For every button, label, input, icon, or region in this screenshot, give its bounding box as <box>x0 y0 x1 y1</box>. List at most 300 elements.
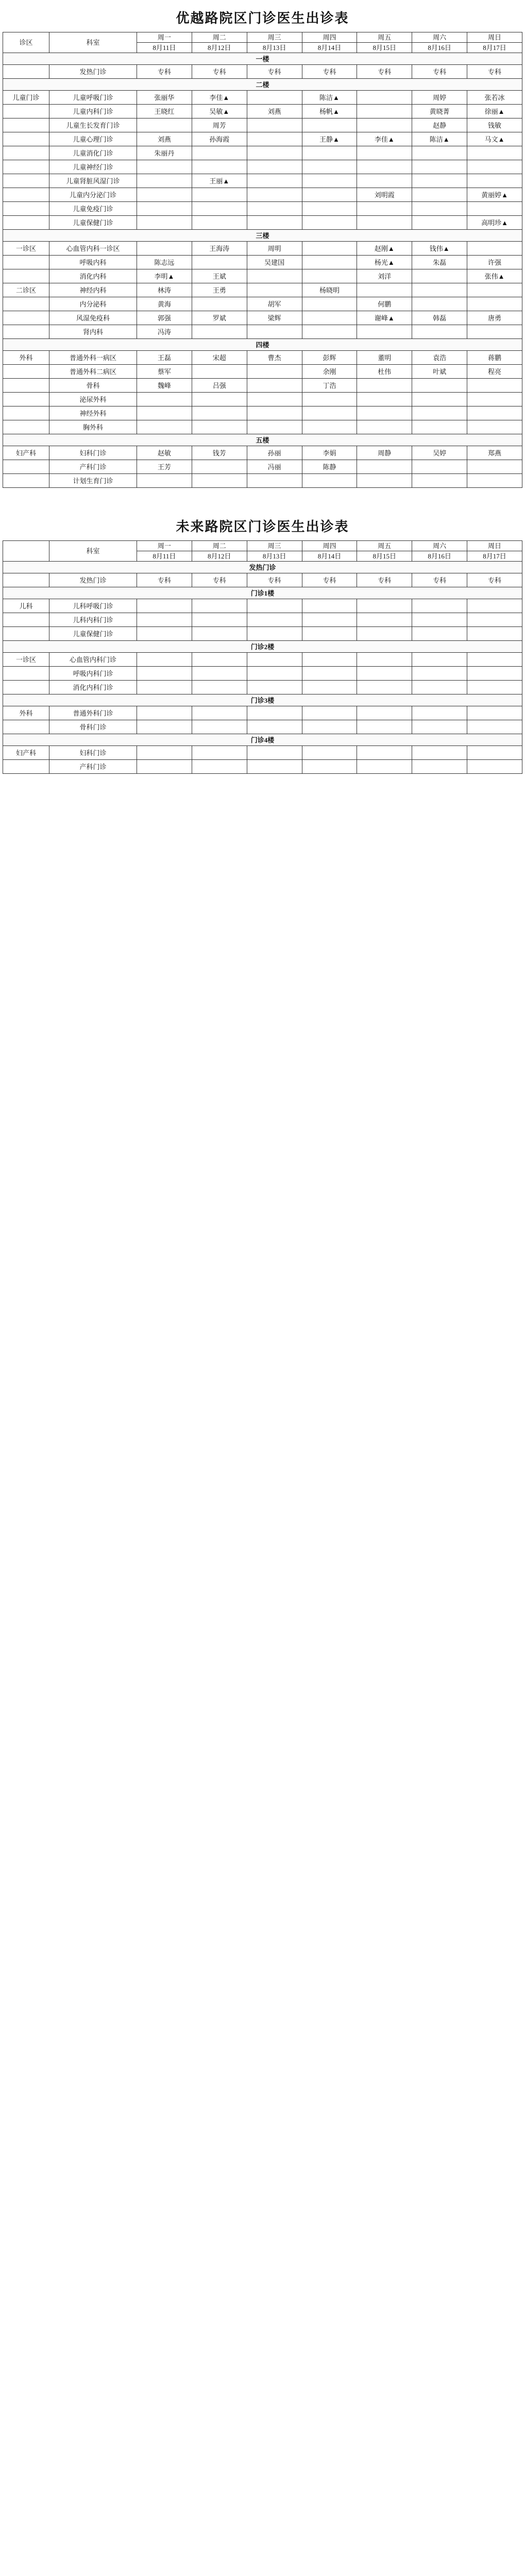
doctor-cell <box>467 653 522 667</box>
doctor-cell <box>247 720 302 734</box>
header-date: 8月14日 <box>302 551 357 562</box>
header-date: 8月15日 <box>357 43 412 53</box>
doctor-cell <box>357 681 412 694</box>
doctor-cell: 专科 <box>412 65 467 79</box>
table-row <box>3 681 522 694</box>
doctor-cell: 董明 <box>357 351 412 365</box>
location-cell <box>3 325 49 339</box>
location-cell <box>3 720 49 734</box>
department-cell: 儿童生长发育门诊 <box>49 118 137 132</box>
doctor-cell <box>192 681 247 694</box>
section-title: 二楼 <box>3 79 522 91</box>
doctor-cell <box>412 667 467 681</box>
doctor-cell: 王芳 <box>137 460 192 474</box>
doctor-cell <box>192 653 247 667</box>
doctor-cell <box>302 746 357 760</box>
doctor-cell <box>247 174 302 188</box>
doctor-cell <box>137 202 192 216</box>
doctor-cell <box>137 420 192 434</box>
location-cell: 儿科 <box>3 599 49 613</box>
doctor-cell <box>412 406 467 420</box>
doctor-cell: 冯涛 <box>137 325 192 339</box>
doctor-cell <box>192 627 247 641</box>
header-day: 周一 <box>137 32 192 43</box>
doctor-cell <box>412 653 467 667</box>
doctor-cell: 王勇 <box>192 283 247 297</box>
doctor-cell: 王磊 <box>137 351 192 365</box>
doctor-cell: 李佳▲ <box>357 132 412 146</box>
doctor-cell <box>302 202 357 216</box>
doctor-cell: 许强 <box>467 256 522 269</box>
doctor-cell <box>467 325 522 339</box>
doctor-cell <box>302 118 357 132</box>
doctor-cell: 杨光▲ <box>357 256 412 269</box>
header-date: 8月16日 <box>412 551 467 562</box>
doctor-cell <box>192 420 247 434</box>
location-cell: 外科 <box>3 706 49 720</box>
doctor-cell <box>412 202 467 216</box>
doctor-cell <box>412 420 467 434</box>
doctor-cell <box>192 460 247 474</box>
doctor-cell: 叶斌 <box>412 365 467 379</box>
doctor-cell <box>412 269 467 283</box>
doctor-cell <box>302 393 357 406</box>
table-row <box>3 269 522 283</box>
doctor-cell <box>412 160 467 174</box>
department-cell: 儿童保健门诊 <box>49 216 137 230</box>
doctor-cell: 胡军 <box>247 297 302 311</box>
doctor-cell: 专科 <box>192 65 247 79</box>
location-cell <box>3 174 49 188</box>
doctor-cell: 周静 <box>357 446 412 460</box>
doctor-cell <box>137 474 192 488</box>
doctor-cell <box>247 118 302 132</box>
doctor-cell <box>357 599 412 613</box>
doctor-cell: 谢峰▲ <box>357 311 412 325</box>
doctor-cell <box>467 242 522 256</box>
doctor-cell <box>412 760 467 774</box>
doctor-cell <box>357 420 412 434</box>
doctor-cell: 唐勇 <box>467 311 522 325</box>
doctor-cell: 宋超 <box>192 351 247 365</box>
doctor-cell: 陈志远 <box>137 256 192 269</box>
doctor-cell: 刘燕 <box>247 105 302 118</box>
location-cell <box>3 460 49 474</box>
section-title: 门诊2楼 <box>3 641 522 653</box>
doctor-cell <box>357 706 412 720</box>
doctor-cell: 王静▲ <box>302 132 357 146</box>
doctor-cell <box>357 325 412 339</box>
doctor-cell: 陈静 <box>302 460 357 474</box>
header-date: 8月12日 <box>192 551 247 562</box>
sheet-title: 未来路院区门诊医生出诊表 <box>176 519 349 534</box>
doctor-cell <box>247 132 302 146</box>
doctor-cell: 何鹏 <box>357 297 412 311</box>
location-cell <box>3 420 49 434</box>
doctor-cell <box>247 406 302 420</box>
doctor-cell: 专科 <box>357 573 412 587</box>
doctor-cell <box>412 188 467 202</box>
doctor-cell: 袁浩 <box>412 351 467 365</box>
doctor-cell: 钱敏 <box>467 118 522 132</box>
doctor-cell <box>247 379 302 393</box>
doctor-cell: 李明▲ <box>137 269 192 283</box>
doctor-cell: 吴婷 <box>412 446 467 460</box>
header-date: 8月15日 <box>357 551 412 562</box>
doctor-cell <box>467 760 522 774</box>
doctor-cell <box>412 325 467 339</box>
doctor-cell: 专科 <box>247 65 302 79</box>
doctor-cell <box>302 760 357 774</box>
doctor-cell <box>137 406 192 420</box>
header-date: 8月17日 <box>467 43 522 53</box>
section-title: 门诊4楼 <box>3 734 522 746</box>
doctor-cell <box>357 406 412 420</box>
doctor-cell <box>357 91 412 105</box>
doctor-cell <box>467 460 522 474</box>
table-row <box>3 188 522 202</box>
doctor-cell <box>412 379 467 393</box>
location-cell <box>3 297 49 311</box>
header-day: 周一 <box>137 541 192 551</box>
doctor-cell: 孙海霞 <box>192 132 247 146</box>
doctor-cell <box>302 706 357 720</box>
doctor-cell <box>357 667 412 681</box>
doctor-cell: 专科 <box>357 65 412 79</box>
header-day: 周日 <box>467 32 522 43</box>
header-day: 周五 <box>357 541 412 551</box>
location-cell <box>3 760 49 774</box>
doctor-cell <box>467 393 522 406</box>
doctor-cell: 刘洋 <box>357 269 412 283</box>
schedule-table <box>3 32 522 488</box>
doctor-cell <box>137 174 192 188</box>
doctor-cell: 专科 <box>192 573 247 587</box>
section-title: 四楼 <box>3 339 522 351</box>
doctor-cell: 吴建国 <box>247 256 302 269</box>
header-day: 周五 <box>357 32 412 43</box>
doctor-cell <box>247 91 302 105</box>
table-row <box>3 242 522 256</box>
department-cell: 儿童保健门诊 <box>49 627 137 641</box>
department-cell: 儿科呼吸门诊 <box>49 599 137 613</box>
doctor-cell <box>247 653 302 667</box>
doctor-cell <box>247 599 302 613</box>
doctor-cell: 黄海 <box>137 297 192 311</box>
doctor-cell: 梁辉 <box>247 311 302 325</box>
doctor-cell <box>357 613 412 627</box>
doctor-cell <box>192 474 247 488</box>
doctor-cell: 吕强 <box>192 379 247 393</box>
department-cell: 神经内科 <box>49 283 137 297</box>
doctor-cell <box>302 188 357 202</box>
department-cell: 风湿免疫科 <box>49 311 137 325</box>
doctor-cell <box>192 216 247 230</box>
doctor-cell <box>247 146 302 160</box>
table-row <box>3 706 522 720</box>
location-cell <box>3 393 49 406</box>
department-cell: 产科门诊 <box>49 460 137 474</box>
doctor-cell: 李佳▲ <box>192 91 247 105</box>
doctor-cell <box>357 118 412 132</box>
department-cell: 心血管内科一诊区 <box>49 242 137 256</box>
header-location <box>3 541 49 562</box>
doctor-cell <box>412 720 467 734</box>
doctor-cell <box>412 146 467 160</box>
doctor-cell <box>192 706 247 720</box>
header-date: 8月11日 <box>137 551 192 562</box>
doctor-cell <box>467 720 522 734</box>
sheet-title: 优越路院区门诊医生出诊表 <box>176 10 349 26</box>
doctor-cell <box>412 460 467 474</box>
doctor-cell <box>412 474 467 488</box>
doctor-cell <box>247 216 302 230</box>
schedule-sheet-1 <box>0 0 525 488</box>
department-cell: 儿童免疫门诊 <box>49 202 137 216</box>
department-cell: 儿童呼吸门诊 <box>49 91 137 105</box>
doctor-cell <box>412 393 467 406</box>
doctor-cell <box>302 216 357 230</box>
department-cell: 普通外科一病区 <box>49 351 137 365</box>
doctor-cell <box>467 420 522 434</box>
doctor-cell <box>357 202 412 216</box>
doctor-cell <box>302 269 357 283</box>
doctor-cell <box>357 720 412 734</box>
department-cell: 肾内科 <box>49 325 137 339</box>
doctor-cell: 郭强 <box>137 311 192 325</box>
doctor-cell: 陈洁▲ <box>302 91 357 105</box>
section-title: 一楼 <box>3 53 522 65</box>
doctor-cell: 蔡军 <box>137 365 192 379</box>
department-cell: 内分泌科 <box>49 297 137 311</box>
doctor-cell <box>247 706 302 720</box>
doctor-cell <box>247 269 302 283</box>
doctor-cell <box>412 599 467 613</box>
doctor-cell: 魏峰 <box>137 379 192 393</box>
doctor-cell: 专科 <box>302 573 357 587</box>
location-cell <box>3 118 49 132</box>
doctor-cell <box>192 365 247 379</box>
doctor-cell <box>302 653 357 667</box>
department-cell: 儿童内分泌门诊 <box>49 188 137 202</box>
doctor-cell <box>137 216 192 230</box>
location-cell <box>3 681 49 694</box>
doctor-cell: 专科 <box>412 573 467 587</box>
table-row <box>3 627 522 641</box>
table-row <box>3 460 522 474</box>
location-cell: 妇产科 <box>3 446 49 460</box>
department-cell: 普通外科二病区 <box>49 365 137 379</box>
header-location: 诊区 <box>3 32 49 53</box>
location-cell <box>3 132 49 146</box>
doctor-cell <box>247 365 302 379</box>
table-row <box>3 720 522 734</box>
header-day: 周三 <box>247 32 302 43</box>
table-row <box>3 351 522 365</box>
department-cell: 儿科内科门诊 <box>49 613 137 627</box>
doctor-cell <box>247 160 302 174</box>
doctor-cell <box>137 118 192 132</box>
doctor-cell <box>247 325 302 339</box>
header-department: 科室 <box>49 541 137 562</box>
table-row <box>3 202 522 216</box>
doctor-cell <box>467 283 522 297</box>
doctor-cell: 专科 <box>467 65 522 79</box>
doctor-cell <box>467 297 522 311</box>
location-cell: 一诊区 <box>3 242 49 256</box>
location-cell <box>3 65 49 79</box>
doctor-cell: 曹杰 <box>247 351 302 365</box>
doctor-cell: 朱磊 <box>412 256 467 269</box>
doctor-cell: 程亮 <box>467 365 522 379</box>
table-row <box>3 474 522 488</box>
doctor-cell: 李娟 <box>302 446 357 460</box>
doctor-cell: 高明珍▲ <box>467 216 522 230</box>
doctor-cell: 冯丽 <box>247 460 302 474</box>
location-cell: 妇产科 <box>3 746 49 760</box>
doctor-cell <box>192 760 247 774</box>
location-cell <box>3 188 49 202</box>
header-date: 8月11日 <box>137 43 192 53</box>
doctor-cell <box>357 746 412 760</box>
table-row <box>3 216 522 230</box>
department-cell: 骨科 <box>49 379 137 393</box>
doctor-cell <box>302 297 357 311</box>
doctor-cell <box>192 146 247 160</box>
department-cell: 呼吸内科 <box>49 256 137 269</box>
table-row <box>3 297 522 311</box>
doctor-cell <box>357 146 412 160</box>
doctor-cell: 杨帆▲ <box>302 105 357 118</box>
header-day: 周四 <box>302 32 357 43</box>
section-title: 门诊1楼 <box>3 587 522 599</box>
doctor-cell <box>137 599 192 613</box>
doctor-cell: 刘明霞 <box>357 188 412 202</box>
table-row <box>3 667 522 681</box>
table-row <box>3 365 522 379</box>
header-department: 科室 <box>49 32 137 53</box>
doctor-cell <box>137 746 192 760</box>
doctor-cell <box>357 460 412 474</box>
location-cell <box>3 627 49 641</box>
doctor-cell <box>137 160 192 174</box>
section-title: 门诊3楼 <box>3 694 522 706</box>
doctor-cell: 黄晓菁 <box>412 105 467 118</box>
doctor-cell: 周婷 <box>412 91 467 105</box>
table-row <box>3 420 522 434</box>
doctor-cell <box>412 706 467 720</box>
header-date: 8月13日 <box>247 43 302 53</box>
doctor-cell <box>192 667 247 681</box>
table-row <box>3 379 522 393</box>
doctor-cell: 王晓红 <box>137 105 192 118</box>
doctor-cell <box>467 406 522 420</box>
department-cell: 妇科门诊 <box>49 446 137 460</box>
location-cell: 二诊区 <box>3 283 49 297</box>
doctor-cell <box>302 311 357 325</box>
doctor-cell <box>412 297 467 311</box>
doctor-cell <box>192 720 247 734</box>
doctor-cell <box>247 760 302 774</box>
doctor-cell: 林涛 <box>137 283 192 297</box>
department-cell: 妇科门诊 <box>49 746 137 760</box>
doctor-cell <box>357 283 412 297</box>
doctor-cell: 钱芳 <box>192 446 247 460</box>
doctor-cell <box>302 627 357 641</box>
doctor-cell <box>467 613 522 627</box>
table-row <box>3 746 522 760</box>
department-cell: 发热门诊 <box>49 573 137 587</box>
department-cell: 消化内科 <box>49 269 137 283</box>
doctor-cell <box>467 174 522 188</box>
doctor-cell: 钱伟▲ <box>412 242 467 256</box>
doctor-cell <box>192 393 247 406</box>
header-day: 周二 <box>192 541 247 551</box>
doctor-cell: 周芳 <box>192 118 247 132</box>
doctor-cell <box>412 174 467 188</box>
table-row <box>3 256 522 269</box>
doctor-cell <box>247 681 302 694</box>
location-cell <box>3 160 49 174</box>
doctor-cell <box>302 599 357 613</box>
doctor-cell: 周明 <box>247 242 302 256</box>
doctor-cell <box>192 599 247 613</box>
location-cell <box>3 105 49 118</box>
table-row <box>3 146 522 160</box>
doctor-cell <box>137 188 192 202</box>
doctor-cell: 韩磊 <box>412 311 467 325</box>
doctor-cell <box>137 681 192 694</box>
doctor-cell <box>192 406 247 420</box>
doctor-cell <box>137 242 192 256</box>
table-row <box>3 393 522 406</box>
table-row <box>3 406 522 420</box>
header-date: 8月17日 <box>467 551 522 562</box>
department-cell: 泌尿外科 <box>49 393 137 406</box>
table-row <box>3 118 522 132</box>
doctor-cell <box>247 283 302 297</box>
doctor-cell <box>467 146 522 160</box>
doctor-cell <box>192 297 247 311</box>
location-cell <box>3 216 49 230</box>
doctor-cell: 刘燕 <box>137 132 192 146</box>
doctor-cell <box>137 653 192 667</box>
doctor-cell <box>467 379 522 393</box>
doctor-cell <box>247 393 302 406</box>
department-cell: 儿童内科门诊 <box>49 105 137 118</box>
table-row <box>3 65 522 79</box>
doctor-cell: 王海涛 <box>192 242 247 256</box>
doctor-cell <box>412 613 467 627</box>
table-row <box>3 573 522 587</box>
doctor-cell <box>412 627 467 641</box>
department-cell: 胸外科 <box>49 420 137 434</box>
table-row <box>3 311 522 325</box>
doctor-cell <box>357 105 412 118</box>
doctor-cell <box>302 256 357 269</box>
location-cell <box>3 573 49 587</box>
doctor-cell: 专科 <box>137 65 192 79</box>
doctor-cell <box>302 174 357 188</box>
department-cell: 神经外科 <box>49 406 137 420</box>
section-title: 三楼 <box>3 230 522 242</box>
header-day: 周四 <box>302 541 357 551</box>
doctor-cell <box>192 746 247 760</box>
doctor-cell: 丁浩 <box>302 379 357 393</box>
doctor-cell: 赵刚▲ <box>357 242 412 256</box>
location-cell <box>3 202 49 216</box>
doctor-cell <box>302 474 357 488</box>
